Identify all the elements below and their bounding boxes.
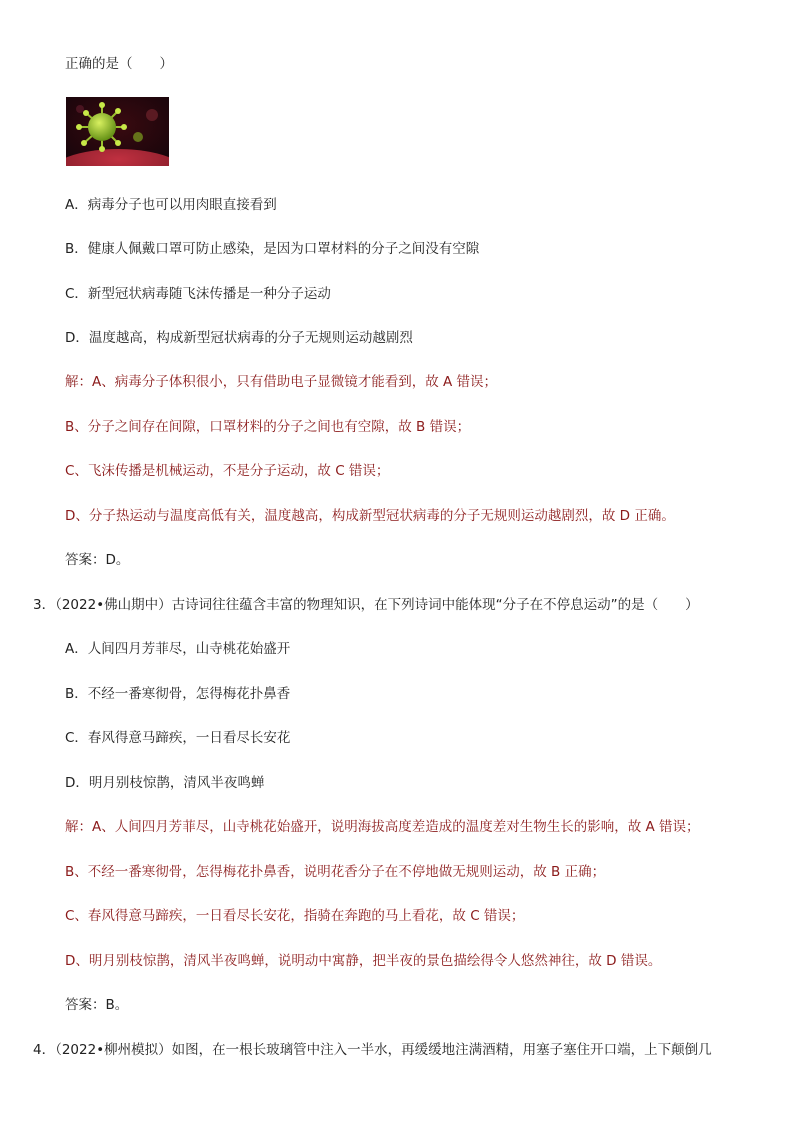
q2-option-d: D．温度越高，构成新型冠状病毒的分子无规则运动越剧烈 xyxy=(65,330,413,346)
q2-solution-a: 解：A、病毒分子体积很小，只有借助电子显微镜才能看到，故 A 错误； xyxy=(65,374,498,390)
q2-option-b: B．健康人佩戴口罩可防止感染，是因为口罩材料的分子之间没有空隙 xyxy=(65,241,480,257)
q3-option-c: C．春风得意马蹄疾，一日看尽长安花 xyxy=(65,730,291,746)
q2-solution-d: D、分子热运动与温度高低有关，温度越高，构成新型冠状病毒的分子无规则运动越剧烈，故 D 正确。 xyxy=(65,508,675,524)
q3-stem: 3．（2022•佛山期中）古诗词往往蕴含丰富的物理知识，在下列诗词中能体现“分子在不停息运动”的是（ ） xyxy=(33,597,699,613)
q2-option-a: A．病毒分子也可以用肉眼直接看到 xyxy=(65,197,277,213)
q3-solution-a: 解：A、人间四月芳菲尽，山寺桃花始盛开，说明海拔高度差造成的温度差对生物生长的影响，故 A 错误； xyxy=(65,819,700,835)
q2-option-c: C．新型冠状病毒随飞沫传播是一种分子运动 xyxy=(65,286,331,302)
q3-solution-b: B、不经一番寒彻骨，怎得梅花扑鼻香，说明花香分子在不停地做无规则运动，故 B 正确； xyxy=(65,864,606,880)
q3-option-b: B．不经一番寒彻骨，怎得梅花扑鼻香 xyxy=(65,686,291,702)
q3-answer: 答案：B。 xyxy=(65,997,129,1013)
q2-answer: 答案：D。 xyxy=(65,552,130,568)
q3-option-d: D．明月别枝惊鹊，清风半夜鸣蝉 xyxy=(65,775,265,791)
q3-solution-c: C、春风得意马蹄疾，一日看尽长安花，指骑在奔跑的马上看花，故 C 错误； xyxy=(65,908,525,924)
q2-stem-tail: 正确的是（ ） xyxy=(65,56,173,72)
q3-option-a: A．人间四月芳菲尽，山寺桃花始盛开 xyxy=(65,641,291,657)
q3-solution-d: D、明月别枝惊鹊，清风半夜鸣蝉，说明动中寓静，把半夜的景色描绘得令人悠然神往，故 D 错误。 xyxy=(65,953,662,969)
q4-stem: 4．（2022•柳州模拟）如图，在一根长玻璃管中注入一半水，再缓缓地注满酒精，用塞子塞住开口端，上下颠倒几 xyxy=(33,1042,712,1058)
q2-solution-b: B、分子之间存在间隙，口罩材料的分子之间也有空隙，故 B 错误； xyxy=(65,419,471,435)
q2-solution-c: C、飞沫传播是机械运动，不是分子运动，故 C 错误； xyxy=(65,463,390,479)
virus-image xyxy=(66,97,169,166)
